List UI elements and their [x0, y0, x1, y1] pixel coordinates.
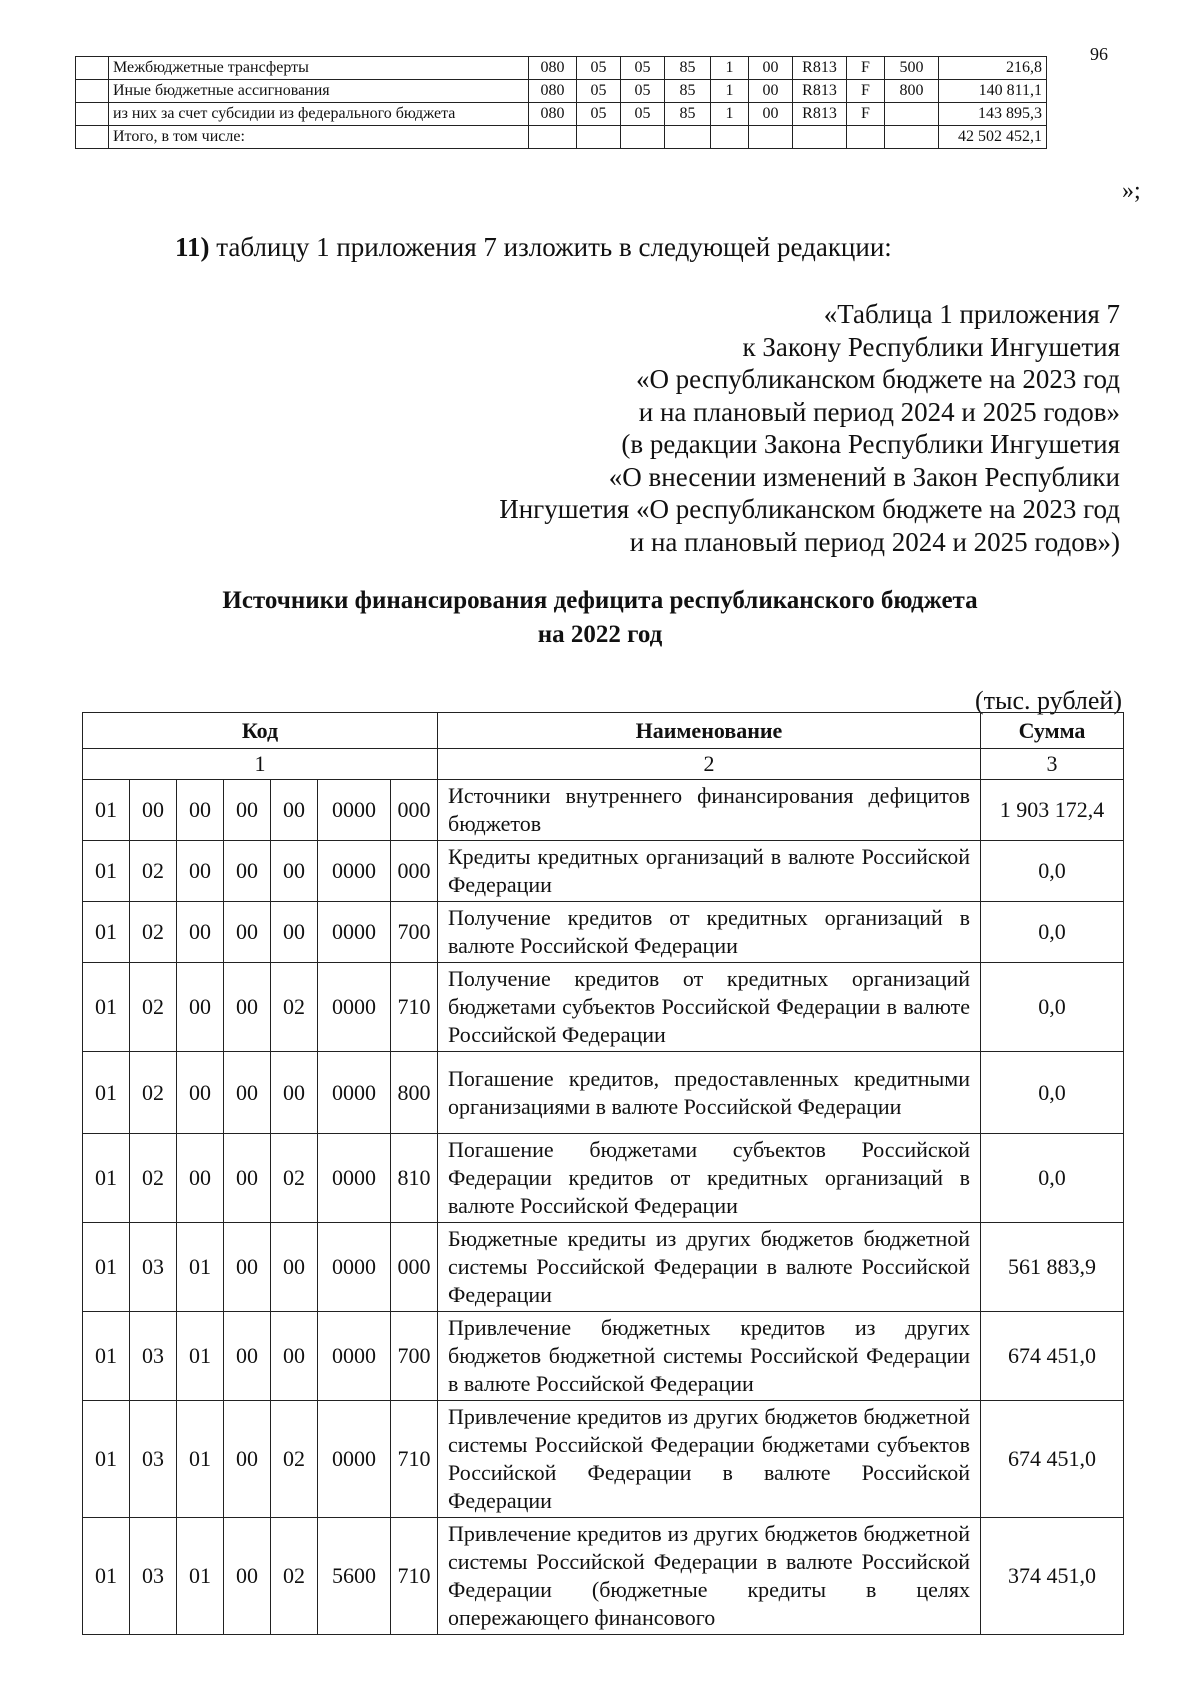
- name-cell: Получение кредитов от кредитных организаций бюджетами субъектов Российской Федерации в валюте Российской Федерации: [438, 963, 981, 1052]
- code-segment-cell: 01: [177, 1401, 224, 1518]
- name-cell: Погашение кредитов, предоставленных кредитными организациями в валюте Российской Федерации: [438, 1052, 981, 1134]
- code-segment-cell: 00: [271, 841, 318, 902]
- code-cell: F: [847, 57, 885, 80]
- code-segment-cell: 00: [224, 1134, 271, 1223]
- code-segment-cell: 02: [271, 1518, 318, 1635]
- code-cell: 05: [621, 57, 665, 80]
- code-segment-cell: 02: [130, 963, 177, 1052]
- code-segment-cell: 01: [177, 1312, 224, 1401]
- blank-cell: [76, 80, 109, 103]
- code-segment-cell: 0000: [318, 1134, 391, 1223]
- sum-cell: 374 451,0: [981, 1518, 1124, 1635]
- amount-cell: 42 502 452,1: [939, 126, 1047, 149]
- document-title: [0, 584, 1200, 652]
- continuation-row: [76, 57, 1047, 80]
- amendment-item: [175, 232, 892, 263]
- appendix-heading-line: (в редакции Закона Республики Ингушетия: [621, 429, 1120, 459]
- code-segment-cell: 01: [83, 902, 130, 963]
- code-cell: 05: [577, 103, 621, 126]
- continuation-row: [76, 80, 1047, 103]
- appendix-heading-line: и на плановый период 2024 и 2025 годов»): [629, 526, 1120, 557]
- amount-cell: 143 895,3: [939, 103, 1047, 126]
- code-segment-cell: 0000: [318, 963, 391, 1052]
- name-cell: Привлечение бюджетных кредитов из других бюджетов бюджетной системы Российской Федерации в валюте Российской Федерации: [438, 1312, 981, 1401]
- code-segment-cell: 01: [83, 963, 130, 1052]
- code-segment-cell: 03: [130, 1518, 177, 1635]
- code-segment-cell: 00: [224, 1052, 271, 1134]
- code-segment-cell: 000: [391, 841, 438, 902]
- code-segment-cell: 00: [177, 902, 224, 963]
- code-segment-cell: 01: [83, 1401, 130, 1518]
- code-segment-cell: 710: [391, 963, 438, 1052]
- units-note: (тыс. рублей): [974, 686, 1122, 715]
- code-cell: [847, 126, 885, 149]
- code-cell: [621, 126, 665, 149]
- sum-cell: 0,0: [981, 841, 1124, 902]
- row-label: Межбюджетные трансферты: [109, 57, 529, 80]
- code-cell: [885, 126, 939, 149]
- code-segment-cell: 700: [391, 1312, 438, 1401]
- code-cell: 85: [665, 80, 711, 103]
- code-segment-cell: 00: [177, 841, 224, 902]
- sum-cell: 0,0: [981, 1134, 1124, 1223]
- code-segment-cell: 01: [83, 1052, 130, 1134]
- page-number: 96: [1090, 44, 1108, 64]
- code-segment-cell: 00: [224, 1223, 271, 1312]
- code-segment-cell: 00: [224, 963, 271, 1052]
- blank-cell: [76, 57, 109, 80]
- table-row: [83, 780, 1124, 841]
- code-segment-cell: 00: [271, 902, 318, 963]
- column-index-name: 2: [438, 749, 981, 780]
- code-segment-cell: 00: [271, 1312, 318, 1401]
- appendix-heading-line: «Таблица 1 приложения 7: [823, 299, 1120, 329]
- code-segment-cell: 01: [83, 780, 130, 841]
- code-cell: 05: [621, 80, 665, 103]
- code-cell: [793, 126, 847, 149]
- name-cell: Кредиты кредитных организаций в валюте Российской Федерации: [438, 841, 981, 902]
- title-line-2: на 2022 год: [537, 621, 663, 648]
- code-segment-cell: 01: [83, 1223, 130, 1312]
- sum-cell: 1 903 172,4: [981, 780, 1124, 841]
- code-segment-cell: 00: [177, 780, 224, 841]
- name-cell: Бюджетные кредиты из других бюджетов бюджетной системы Российской Федерации в валюте Российской Федерации: [438, 1223, 981, 1312]
- code-cell: 00: [749, 57, 793, 80]
- code-segment-cell: 03: [130, 1223, 177, 1312]
- table-row: [83, 902, 1124, 963]
- code-cell: F: [847, 80, 885, 103]
- header-sum: Сумма: [981, 713, 1124, 749]
- name-cell: Источники внутреннего финансирования дефицитов бюджетов: [438, 780, 981, 841]
- code-cell: 85: [665, 57, 711, 80]
- code-cell: 05: [577, 57, 621, 80]
- code-segment-cell: 01: [83, 841, 130, 902]
- appendix-heading-line: Ингушетия «О республиканском бюджете на 2023 год: [499, 494, 1120, 524]
- table-row: [83, 1134, 1124, 1223]
- table-row: [83, 1518, 1124, 1635]
- continuation-row: [76, 103, 1047, 126]
- sum-cell: 674 451,0: [981, 1312, 1124, 1401]
- row-label: Итого, в том числе:: [109, 126, 529, 149]
- code-cell: R813: [793, 57, 847, 80]
- code-cell: 00: [749, 80, 793, 103]
- code-segment-cell: 02: [130, 1052, 177, 1134]
- row-label: из них за счет субсидии из федерального бюджета: [109, 103, 529, 126]
- name-cell: Привлечение кредитов из других бюджетов бюджетной системы Российской Федерации в валюте Российской Федерации (бюджетные кредиты в целях опережающего финансового: [438, 1518, 981, 1635]
- code-segment-cell: 00: [130, 780, 177, 841]
- code-cell: 080: [529, 103, 577, 126]
- code-cell: [577, 126, 621, 149]
- code-segment-cell: 0000: [318, 780, 391, 841]
- code-segment-cell: 02: [271, 1401, 318, 1518]
- code-segment-cell: 00: [224, 780, 271, 841]
- appendix-heading-line: «О внесении изменений в Закон Республики: [608, 461, 1120, 492]
- code-cell: 080: [529, 57, 577, 80]
- appendix-heading-line: и на плановый период 2024 и 2025 годов»: [638, 396, 1120, 427]
- blank-cell: [76, 126, 109, 149]
- code-cell: [711, 126, 749, 149]
- sum-cell: 674 451,0: [981, 1401, 1124, 1518]
- code-cell: 85: [665, 103, 711, 126]
- table-row: [83, 1312, 1124, 1401]
- code-segment-cell: 02: [271, 963, 318, 1052]
- table-row: [83, 963, 1124, 1052]
- code-segment-cell: 00: [224, 902, 271, 963]
- code-segment-cell: 01: [177, 1518, 224, 1635]
- table-row: [83, 841, 1124, 902]
- code-segment-cell: 00: [177, 1052, 224, 1134]
- column-index-sum: 3: [981, 749, 1124, 780]
- code-cell: 1: [711, 57, 749, 80]
- code-segment-cell: 00: [224, 1312, 271, 1401]
- code-cell: 800: [885, 80, 939, 103]
- code-cell: [885, 103, 939, 126]
- appendix-heading-line: «О республиканском бюджете на 2023 год: [635, 364, 1120, 394]
- code-cell: [749, 126, 793, 149]
- header-name: Наименование: [438, 713, 981, 749]
- appendix-heading-line: к Закону Республики Ингушетия: [742, 331, 1120, 362]
- code-segment-cell: 00: [224, 1401, 271, 1518]
- continuation-table: [75, 56, 1047, 149]
- code-segment-cell: 02: [130, 841, 177, 902]
- sum-cell: 0,0: [981, 902, 1124, 963]
- sum-cell: 561 883,9: [981, 1223, 1124, 1312]
- code-segment-cell: 710: [391, 1518, 438, 1635]
- code-segment-cell: 01: [83, 1134, 130, 1223]
- code-cell: [665, 126, 711, 149]
- code-segment-cell: 00: [177, 1134, 224, 1223]
- code-cell: 00: [749, 103, 793, 126]
- code-segment-cell: 000: [391, 780, 438, 841]
- name-cell: Получение кредитов от кредитных организаций в валюте Российской Федерации: [438, 902, 981, 963]
- header-code: Код: [83, 713, 438, 749]
- row-label: Иные бюджетные ассигнования: [109, 80, 529, 103]
- code-segment-cell: 02: [271, 1134, 318, 1223]
- table-row: [83, 1052, 1124, 1134]
- code-segment-cell: 00: [271, 1052, 318, 1134]
- code-segment-cell: 00: [271, 780, 318, 841]
- code-segment-cell: 03: [130, 1312, 177, 1401]
- table-row: [83, 1223, 1124, 1312]
- code-segment-cell: 0000: [318, 1223, 391, 1312]
- code-segment-cell: 700: [391, 902, 438, 963]
- code-segment-cell: 02: [130, 1134, 177, 1223]
- code-segment-cell: 0000: [318, 902, 391, 963]
- code-segment-cell: 00: [224, 841, 271, 902]
- sum-cell: 0,0: [981, 963, 1124, 1052]
- code-segment-cell: 0000: [318, 1312, 391, 1401]
- sum-cell: 0,0: [981, 1052, 1124, 1134]
- code-cell: 05: [577, 80, 621, 103]
- blank-cell: [76, 103, 109, 126]
- code-segment-cell: 000: [391, 1223, 438, 1312]
- code-segment-cell: 0000: [318, 841, 391, 902]
- title-line-1: Источники финансирования дефицита республиканского бюджета: [222, 587, 978, 614]
- code-segment-cell: 0000: [318, 1401, 391, 1518]
- code-cell: 1: [711, 80, 749, 103]
- code-segment-cell: 5600: [318, 1518, 391, 1635]
- code-cell: 500: [885, 57, 939, 80]
- code-segment-cell: 0000: [318, 1052, 391, 1134]
- code-segment-cell: 800: [391, 1052, 438, 1134]
- code-cell: [529, 126, 577, 149]
- item-number: 11): [175, 232, 210, 262]
- code-segment-cell: 810: [391, 1134, 438, 1223]
- code-cell: R813: [793, 103, 847, 126]
- code-segment-cell: 01: [177, 1223, 224, 1312]
- financing-sources-table: [82, 712, 1124, 1635]
- code-cell: F: [847, 103, 885, 126]
- code-cell: 1: [711, 103, 749, 126]
- code-cell: 080: [529, 80, 577, 103]
- code-segment-cell: 00: [224, 1518, 271, 1635]
- code-segment-cell: 02: [130, 902, 177, 963]
- name-cell: Привлечение кредитов из других бюджетов бюджетной системы Российской Федерации бюджетами субъектов Российской Федерации в валюте Российской Федерации: [438, 1401, 981, 1518]
- continuation-row: [76, 126, 1047, 149]
- amount-cell: 140 811,1: [939, 80, 1047, 103]
- code-segment-cell: 710: [391, 1401, 438, 1518]
- closing-quote: »;: [1122, 178, 1141, 204]
- name-cell: Погашение бюджетами субъектов Российской Федерации кредитов от кредитных организаций в валюте Российской Федерации: [438, 1134, 981, 1223]
- code-segment-cell: 03: [130, 1401, 177, 1518]
- code-cell: 05: [621, 103, 665, 126]
- code-cell: R813: [793, 80, 847, 103]
- amount-cell: 216,8: [939, 57, 1047, 80]
- code-segment-cell: 00: [177, 963, 224, 1052]
- column-index-code: 1: [83, 749, 438, 780]
- code-segment-cell: 01: [83, 1518, 130, 1635]
- code-segment-cell: 01: [83, 1312, 130, 1401]
- table-row: [83, 1401, 1124, 1518]
- item-text: таблицу 1 приложения 7 изложить в следующей редакции:: [209, 232, 892, 262]
- code-segment-cell: 00: [271, 1223, 318, 1312]
- appendix-heading: [499, 298, 1120, 558]
